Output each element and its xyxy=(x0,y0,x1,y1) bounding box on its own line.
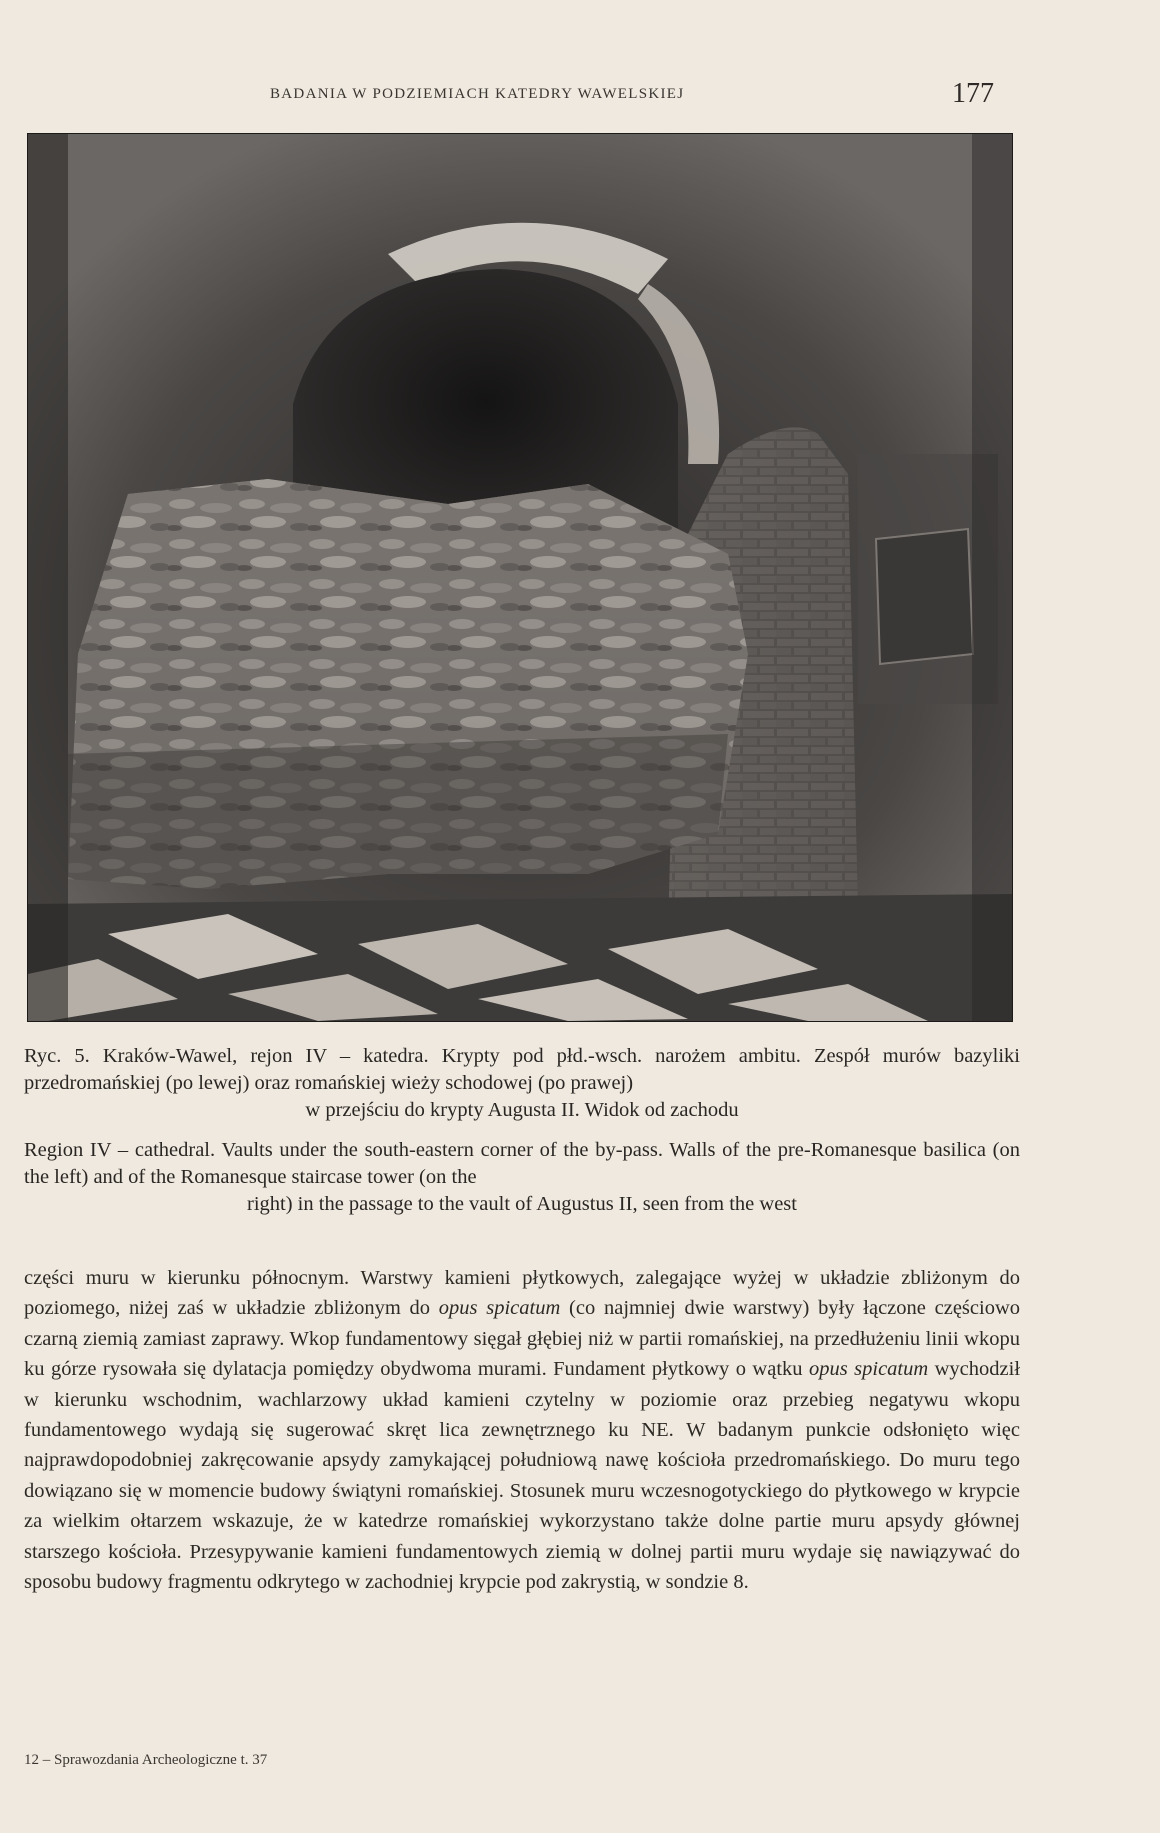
figure-caption-english xyxy=(24,1137,1020,1218)
page-header xyxy=(0,78,1160,118)
body-paragraph xyxy=(24,1263,1020,1597)
latin-term-opus-spicatum-2: opus spicatum xyxy=(808,1358,929,1381)
crypt-photograph xyxy=(27,133,1013,1022)
page-number: 177 xyxy=(952,78,994,109)
latin-term-opus-spicatum: opus spicatum xyxy=(438,1297,561,1320)
caption-polish-line-1: Ryc. 5. Kraków-Wawel, rejon IV – katedra. Krypty pod płd.-wsch. narożem ambitu. Zespół murów bazyliki przedromańskiej (po lewej) oraz romańskiej wieży schodowej (po prawej) xyxy=(24,1045,1020,1094)
body-segment-1: części muru w kierunku północnym. Warstwy kamieni płytkowych, zalegające wyżej w układzie zbliżonym do poziomego, niżej zaś w układzie zbliżonym do xyxy=(24,1267,1020,1320)
body-text xyxy=(24,1263,1020,1597)
caption-english-line-2: right) in the passage to the vault of Augustus II, seen from the west xyxy=(247,1193,797,1215)
page-footer: 12 – Sprawozdania Archeologiczne t. 37 xyxy=(24,1752,268,1768)
photograph-drawing xyxy=(28,134,1012,1021)
running-head: BADANIA W PODZIEMIACH KATEDRY WAWELSKIEJ xyxy=(270,86,685,102)
body-segment-2: (co najmniej dwie warstwy) były łączone częściowo czarną ziemią zamiast zaprawy. Wkop fundamentowy sięgał głębiej niż w partii romańskiej, na przedłużeniu linii wkopu ku górze rysowała się dylatacja pomiędzy obydwoma murami. Fundament płytkowy o wątku xyxy=(24,1297,1021,1381)
body-segment-3: wychodził w kierunku wschodnim, wachlarzowy układ kamieni czytelny w poziomie oraz przebieg negatywu wkopu fundamentowego wydają się sugerować skręt lica zewnętrznego ku NE. W badanym punkcie odsłonięto więc najprawdopodobniej zakręcowanie apsydy zamykającej południową nawę kościoła przedromańskiego. Do muru tego dowiązano się w momencie budowy świątyni romańskiej. Stosunek muru wczesnogotyckiego do płytkowego w krypcie za wielkim ołtarzem wskazuje, że w katedrze romańskiej wykorzystano także dolne partie muru apsydy głównej starszego kościoła. Przesypywanie kamieni fundamentowych ziemią w dolnej partii muru wydaje się nawiązywać do sposobu budowy fragmentu odkrytego w zachodniej krypcie pod zakrystią, w sondzie 8. xyxy=(24,1358,1021,1594)
caption-polish-line-2: w przejściu do krypty Augusta II. Widok od zachodu xyxy=(305,1099,739,1121)
caption-english-line-1: Region IV – cathedral. Vaults under the south-eastern corner of the by-pass. Walls of the pre-Romanesque basilica (on the left) and of the Romanesque staircase tower (on the xyxy=(24,1139,1020,1188)
figure-caption-polish xyxy=(24,1043,1020,1124)
